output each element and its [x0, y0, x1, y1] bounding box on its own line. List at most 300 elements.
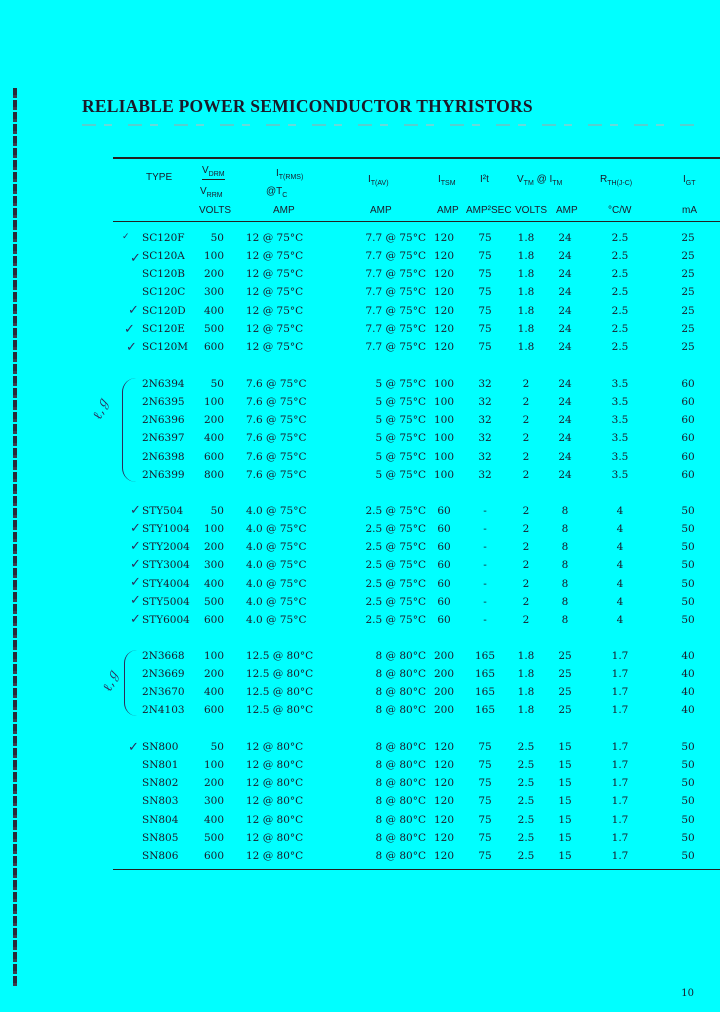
cell-vtm: 1.8 — [517, 322, 535, 335]
cell-i2t: 75 — [478, 759, 492, 772]
cell-rth: 2.5 — [611, 340, 629, 353]
cell-igt: 50 — [681, 759, 695, 772]
cell-type: 2N6394 — [142, 378, 185, 390]
cell-it-av: 8 @ 80°C — [375, 777, 426, 790]
check-mark: ✓ — [130, 539, 141, 554]
cell-type: STY504 — [142, 505, 184, 517]
cell-itm: 25 — [558, 686, 572, 699]
cell-it-av: 5 @ 75°C — [375, 378, 426, 390]
cell-i2t: 165 — [474, 704, 496, 717]
cell-it-av: 7.7 @ 75°C — [365, 268, 426, 281]
cell-it-av: 8 @ 80°C — [375, 759, 426, 772]
cell-igt: 25 — [681, 268, 695, 281]
cell-type: SC120C — [142, 286, 186, 299]
cell-vtm: 2 — [522, 414, 530, 427]
cell-it-av: 7.7 @ 75°C — [365, 250, 426, 263]
cell-i2t: - — [483, 523, 487, 536]
cell-it-av: 5 @ 75°C — [375, 414, 426, 427]
cell-itsm: 120 — [433, 304, 455, 317]
cell-itm: 15 — [558, 795, 572, 808]
cell-rth: 3.5 — [611, 450, 629, 463]
cell-itm: 25 — [558, 668, 572, 681]
cell-i2t: - — [483, 577, 487, 590]
cell-i2t: 75 — [478, 286, 492, 299]
cell-i2t: 75 — [478, 795, 492, 808]
cell-vdrm: 400 — [203, 432, 224, 445]
cell-igt: 25 — [681, 304, 695, 317]
cell-itm: 8 — [561, 505, 569, 517]
cell-it-rms: 7.6 @ 75°C — [246, 378, 307, 390]
cell-rth: 1.7 — [611, 650, 629, 662]
cell-type: STY6004 — [142, 613, 190, 626]
cell-it-av: 7.7 @ 75°C — [365, 340, 426, 353]
cell-it-rms: 4.0 @ 75°C — [246, 505, 307, 517]
cell-itm: 15 — [558, 849, 572, 862]
cell-it-av: 8 @ 80°C — [375, 650, 426, 662]
cell-itsm: 120 — [433, 777, 455, 790]
cell-rth: 3.5 — [611, 396, 629, 409]
cell-it-av: 8 @ 80°C — [375, 741, 426, 753]
cell-it-rms: 7.6 @ 75°C — [246, 414, 307, 427]
cell-itm: 25 — [558, 650, 572, 662]
cell-vtm: 1.8 — [517, 250, 535, 263]
cell-vdrm: 50 — [210, 232, 224, 244]
cell-vdrm: 100 — [203, 523, 224, 536]
cell-itm: 24 — [558, 378, 572, 390]
cell-it-rms: 12 @ 75°C — [246, 340, 304, 353]
cell-rth: 4 — [616, 505, 624, 517]
cell-i2t: 75 — [478, 322, 492, 335]
cell-i2t: - — [483, 541, 487, 554]
cell-it-rms: 12.5 @ 80°C — [246, 686, 314, 699]
cell-type: SC120F — [142, 232, 185, 244]
cell-igt: 40 — [681, 668, 695, 681]
cell-vtm: 2 — [522, 559, 530, 572]
cell-vdrm: 400 — [203, 577, 224, 590]
unit-volts-tm: VOLTS — [515, 205, 548, 216]
handwritten-bracket — [122, 378, 137, 482]
header-itsm: $I_{TSM}$ — [438, 174, 456, 187]
cell-igt: 50 — [681, 559, 695, 572]
cell-itm: 24 — [558, 250, 572, 263]
cell-rth: 2.5 — [611, 268, 629, 281]
cell-type: 2N6399 — [142, 468, 185, 481]
cell-itm: 8 — [561, 559, 569, 572]
check-mark: ✓ — [130, 503, 141, 518]
cell-it-av: 8 @ 80°C — [375, 831, 426, 844]
cell-type: SC120D — [142, 304, 186, 317]
cell-itsm: 60 — [437, 559, 451, 572]
cell-vdrm: 100 — [203, 250, 224, 263]
cell-it-rms: 4.0 @ 75°C — [246, 559, 307, 572]
unit-amp-av: AMP — [370, 205, 392, 216]
cell-it-av: 2.5 @ 75°C — [365, 541, 426, 554]
cell-rth: 4 — [616, 613, 624, 626]
cell-it-rms: 7.6 @ 75°C — [246, 450, 307, 463]
cell-itm: 24 — [558, 268, 572, 281]
cell-itm: 15 — [558, 813, 572, 826]
cell-itsm: 200 — [433, 650, 455, 662]
cell-type: SC120A — [142, 250, 185, 263]
cell-rth: 2.5 — [611, 304, 629, 317]
cell-itm: 24 — [558, 432, 572, 445]
cell-igt: 50 — [681, 849, 695, 862]
cell-type: STY5004 — [142, 595, 190, 608]
cell-type: 2N6398 — [142, 450, 185, 463]
cell-rth: 1.7 — [611, 741, 629, 753]
cell-itm: 25 — [558, 704, 572, 717]
cell-itm: 24 — [558, 450, 572, 463]
unit-volts: VOLTS — [199, 205, 232, 216]
cell-itm: 8 — [561, 523, 569, 536]
cell-vdrm: 500 — [203, 322, 224, 335]
header-igt: $I_{GT}$ — [683, 174, 696, 187]
header-it-rms: $I_{T(RMS)}$ — [276, 168, 304, 181]
cell-itsm: 120 — [433, 831, 455, 844]
cell-vtm: 2.5 — [517, 759, 535, 772]
cell-i2t: 32 — [478, 432, 492, 445]
cell-rth: 3.5 — [611, 378, 629, 390]
cell-itsm: 120 — [433, 250, 455, 263]
cell-vdrm: 800 — [203, 468, 224, 481]
cell-it-av: 7.7 @ 75°C — [365, 322, 426, 335]
cell-itsm: 100 — [433, 378, 455, 390]
cell-vtm: 1.8 — [517, 668, 535, 681]
cell-i2t: 165 — [474, 686, 496, 699]
cell-igt: 50 — [681, 577, 695, 590]
cell-igt: 50 — [681, 541, 695, 554]
cell-i2t: - — [483, 559, 487, 572]
cell-itsm: 200 — [433, 686, 455, 699]
cell-vdrm: 200 — [203, 541, 224, 554]
cell-itm: 8 — [561, 577, 569, 590]
unit-amp-tsm: AMP — [437, 205, 459, 216]
unit-amp-rms: AMP — [273, 205, 295, 216]
cell-igt: 25 — [681, 322, 695, 335]
cell-it-rms: 12 @ 80°C — [246, 813, 304, 826]
cell-igt: 25 — [681, 340, 695, 353]
cell-i2t: 32 — [478, 450, 492, 463]
cell-rth: 2.5 — [611, 322, 629, 335]
cell-itsm: 60 — [437, 577, 451, 590]
cell-vtm: 1.8 — [517, 340, 535, 353]
cell-itsm: 60 — [437, 541, 451, 554]
cell-vtm: 1.8 — [517, 268, 535, 281]
cell-it-av: 2.5 @ 75°C — [365, 595, 426, 608]
cell-it-rms: 7.6 @ 75°C — [246, 468, 307, 481]
cell-vdrm: 200 — [203, 414, 224, 427]
cell-itsm: 60 — [437, 613, 451, 626]
cell-vdrm: 300 — [203, 795, 224, 808]
cell-rth: 3.5 — [611, 432, 629, 445]
cell-vtm: 2 — [522, 523, 530, 536]
check-mark: ✓ — [124, 322, 135, 337]
cell-rth: 4 — [616, 595, 624, 608]
cell-it-av: 2.5 @ 75°C — [365, 559, 426, 572]
cell-type: SN805 — [142, 831, 179, 844]
cell-vtm: 2 — [522, 613, 530, 626]
cell-itsm: 120 — [433, 849, 455, 862]
cell-rth: 3.5 — [611, 414, 629, 427]
cell-it-av: 5 @ 75°C — [375, 450, 426, 463]
cell-type: SN806 — [142, 849, 179, 862]
cell-igt: 60 — [681, 432, 695, 445]
cell-it-rms: 12 @ 75°C — [246, 304, 304, 317]
cell-it-rms: 12 @ 75°C — [246, 250, 304, 263]
cell-rth: 2.5 — [611, 232, 629, 244]
cell-igt: 25 — [681, 250, 695, 263]
cell-itsm: 100 — [433, 450, 455, 463]
cell-rth: 4 — [616, 541, 624, 554]
cell-itsm: 60 — [437, 505, 451, 517]
cell-itsm: 120 — [433, 795, 455, 808]
cell-vtm: 2.5 — [517, 831, 535, 844]
cell-i2t: 75 — [478, 250, 492, 263]
cell-it-rms: 12 @ 80°C — [246, 849, 304, 862]
cell-itm: 8 — [561, 541, 569, 554]
cell-it-av: 5 @ 75°C — [375, 396, 426, 409]
cell-it-av: 7.7 @ 75°C — [365, 232, 426, 244]
cell-igt: 50 — [681, 595, 695, 608]
cell-vtm: 2.5 — [517, 813, 535, 826]
cell-igt: 50 — [681, 831, 695, 844]
cell-rth: 1.7 — [611, 831, 629, 844]
cell-itm: 24 — [558, 414, 572, 427]
cell-it-av: 8 @ 80°C — [375, 704, 426, 717]
cell-itm: 8 — [561, 613, 569, 626]
cell-i2t: 75 — [478, 340, 492, 353]
cell-it-rms: 12 @ 80°C — [246, 831, 304, 844]
check-mark: ✓ — [126, 340, 137, 355]
cell-i2t: 165 — [474, 650, 496, 662]
cell-vtm: 2 — [522, 378, 530, 390]
cell-itsm: 60 — [437, 595, 451, 608]
cell-it-rms: 7.6 @ 75°C — [246, 396, 307, 409]
cell-rth: 1.7 — [611, 777, 629, 790]
cell-i2t: 75 — [478, 741, 492, 753]
cell-type: STY4004 — [142, 577, 190, 590]
cell-it-rms: 4.0 @ 75°C — [246, 541, 307, 554]
cell-it-av: 5 @ 75°C — [375, 468, 426, 481]
cell-rth: 1.7 — [611, 668, 629, 681]
page-number: 10 — [681, 988, 694, 999]
cell-rth: 1.7 — [611, 813, 629, 826]
cell-igt: 50 — [681, 795, 695, 808]
header-vtm: $V_{TM}$ @ $I_{TM}$ — [517, 174, 563, 187]
unit-cw: °C/W — [608, 205, 632, 216]
cell-itm: 24 — [558, 304, 572, 317]
cell-it-av: 2.5 @ 75°C — [365, 523, 426, 536]
cell-rth: 3.5 — [611, 468, 629, 481]
header-vdrm: $V_{DRM}$ — [202, 165, 225, 178]
cell-vtm: 1.8 — [517, 650, 535, 662]
cell-vdrm: 500 — [203, 595, 224, 608]
cell-itsm: 120 — [433, 741, 455, 753]
cell-vdrm: 100 — [203, 650, 224, 662]
cell-rth: 2.5 — [611, 250, 629, 263]
cell-it-rms: 12 @ 80°C — [246, 795, 304, 808]
cell-itm: 15 — [558, 831, 572, 844]
check-mark: ✓ — [128, 740, 139, 755]
cell-itsm: 100 — [433, 414, 455, 427]
cell-i2t: 75 — [478, 777, 492, 790]
cell-vtm: 2 — [522, 396, 530, 409]
cell-i2t: 75 — [478, 831, 492, 844]
unit-amp-tm: AMP — [556, 205, 578, 216]
cell-type: 2N3669 — [142, 668, 185, 681]
cell-itsm: 120 — [433, 813, 455, 826]
page-binding-edge — [13, 88, 17, 988]
cell-vtm: 1.8 — [517, 232, 535, 244]
cell-it-rms: 12 @ 75°C — [246, 268, 304, 281]
cell-itsm: 100 — [433, 396, 455, 409]
cell-it-rms: 12.5 @ 80°C — [246, 650, 314, 662]
cell-it-rms: 12 @ 80°C — [246, 741, 304, 753]
cell-itm: 15 — [558, 741, 572, 753]
cell-it-av: 7.7 @ 75°C — [365, 286, 426, 299]
cell-itsm: 120 — [433, 322, 455, 335]
cell-igt: 50 — [681, 523, 695, 536]
cell-vtm: 2 — [522, 595, 530, 608]
cell-igt: 50 — [681, 741, 695, 753]
cell-type: STY2004 — [142, 541, 190, 554]
cell-itm: 24 — [558, 340, 572, 353]
cell-vtm: 2 — [522, 577, 530, 590]
cell-it-rms: 12 @ 75°C — [246, 322, 304, 335]
cell-type: SN804 — [142, 813, 179, 826]
handwritten-note: ℓ,ℊ — [100, 667, 123, 694]
header-at-tc: $@T_C$ — [266, 186, 288, 199]
cell-it-rms: 7.6 @ 75°C — [246, 432, 307, 445]
cell-it-av: 8 @ 80°C — [375, 686, 426, 699]
title-underline — [82, 124, 702, 126]
cell-itsm: 200 — [433, 704, 455, 717]
cell-vdrm: 600 — [203, 849, 224, 862]
check-mark: ✓ — [130, 557, 141, 572]
cell-igt: 50 — [681, 777, 695, 790]
cell-vtm: 2.5 — [517, 849, 535, 862]
cell-itsm: 120 — [433, 286, 455, 299]
check-mark: ✓ — [130, 575, 141, 590]
cell-rth: 4 — [616, 559, 624, 572]
cell-itm: 24 — [558, 232, 572, 244]
cell-it-av: 8 @ 80°C — [375, 668, 426, 681]
cell-it-rms: 12 @ 80°C — [246, 759, 304, 772]
cell-i2t: 75 — [478, 813, 492, 826]
cell-vtm: 1.8 — [517, 704, 535, 717]
cell-vdrm: 300 — [203, 559, 224, 572]
cell-vdrm: 600 — [203, 340, 224, 353]
cell-type: 2N3670 — [142, 686, 185, 699]
cell-it-rms: 4.0 @ 75°C — [246, 613, 307, 626]
cell-igt: 60 — [681, 378, 695, 390]
cell-type: SN800 — [142, 741, 179, 753]
cell-i2t: 165 — [474, 668, 496, 681]
cell-igt: 60 — [681, 450, 695, 463]
check-mark: ✓ — [130, 521, 141, 536]
cell-i2t: 75 — [478, 232, 492, 244]
cell-i2t: - — [483, 613, 487, 626]
unit-ma: mA — [682, 205, 697, 216]
header-type: TYPE — [146, 172, 173, 183]
cell-rth: 1.7 — [611, 795, 629, 808]
cell-i2t: - — [483, 595, 487, 608]
cell-rth: 4 — [616, 577, 624, 590]
cell-type: STY3004 — [142, 559, 190, 572]
cell-vtm: 2 — [522, 505, 530, 517]
cell-vdrm: 600 — [203, 704, 224, 717]
page-title: RELIABLE POWER SEMICONDUCTOR THYRISTORS — [82, 96, 533, 116]
cell-igt: 50 — [681, 613, 695, 626]
check-mark: ✓ — [130, 251, 141, 266]
cell-it-rms: 12 @ 75°C — [246, 286, 304, 299]
cell-vtm: 2.5 — [517, 795, 535, 808]
cell-i2t: 32 — [478, 468, 492, 481]
cell-it-rms: 4.0 @ 75°C — [246, 595, 307, 608]
cell-rth: 4 — [616, 523, 624, 536]
cell-i2t: 32 — [478, 414, 492, 427]
cell-itm: 24 — [558, 396, 572, 409]
cell-type: 2N4103 — [142, 704, 185, 717]
cell-rth: 1.7 — [611, 759, 629, 772]
header-i2t: I²t — [480, 174, 489, 185]
cell-it-rms: 12 @ 80°C — [246, 777, 304, 790]
cell-type: SC120E — [142, 322, 185, 335]
cell-type: 2N6396 — [142, 414, 185, 427]
cell-i2t: - — [483, 505, 487, 517]
header-rth: $R_{TH(J-C)}$ — [600, 174, 633, 187]
cell-vtm: 1.8 — [517, 686, 535, 699]
cell-rth: 2.5 — [611, 286, 629, 299]
cell-vtm: 2.5 — [517, 777, 535, 790]
cell-type: SN801 — [142, 759, 179, 772]
cell-vdrm: 50 — [210, 378, 224, 390]
cell-itsm: 200 — [433, 668, 455, 681]
cell-vtm: 1.8 — [517, 304, 535, 317]
cell-it-rms: 12.5 @ 80°C — [246, 668, 314, 681]
check-mark: ✓ — [130, 612, 141, 627]
cell-vdrm: 600 — [203, 613, 224, 626]
cell-itsm: 100 — [433, 468, 455, 481]
cell-type: 2N3668 — [142, 650, 185, 662]
cell-igt: 60 — [681, 396, 695, 409]
cell-vdrm: 50 — [210, 505, 224, 517]
check-mark: ✓ — [122, 232, 130, 242]
cell-it-av: 8 @ 80°C — [375, 813, 426, 826]
cell-igt: 40 — [681, 704, 695, 717]
cell-i2t: 32 — [478, 378, 492, 390]
table-bottom-rule — [113, 869, 720, 870]
cell-vdrm: 200 — [203, 268, 224, 281]
table-header-rule — [113, 221, 720, 222]
cell-vdrm: 400 — [203, 813, 224, 826]
cell-i2t: 75 — [478, 849, 492, 862]
cell-type: SN803 — [142, 795, 179, 808]
cell-type: SN802 — [142, 777, 179, 790]
cell-vtm: 1.8 — [517, 286, 535, 299]
cell-itm: 24 — [558, 322, 572, 335]
cell-vdrm: 400 — [203, 304, 224, 317]
cell-itsm: 120 — [433, 759, 455, 772]
handwritten-note: ℓ,ℊ — [90, 395, 113, 422]
cell-it-rms: 12 @ 75°C — [246, 232, 304, 244]
cell-igt: 60 — [681, 468, 695, 481]
cell-vtm: 2 — [522, 450, 530, 463]
cell-vdrm: 50 — [210, 741, 224, 753]
cell-vdrm: 600 — [203, 450, 224, 463]
cell-igt: 50 — [681, 813, 695, 826]
cell-vdrm: 400 — [203, 686, 224, 699]
